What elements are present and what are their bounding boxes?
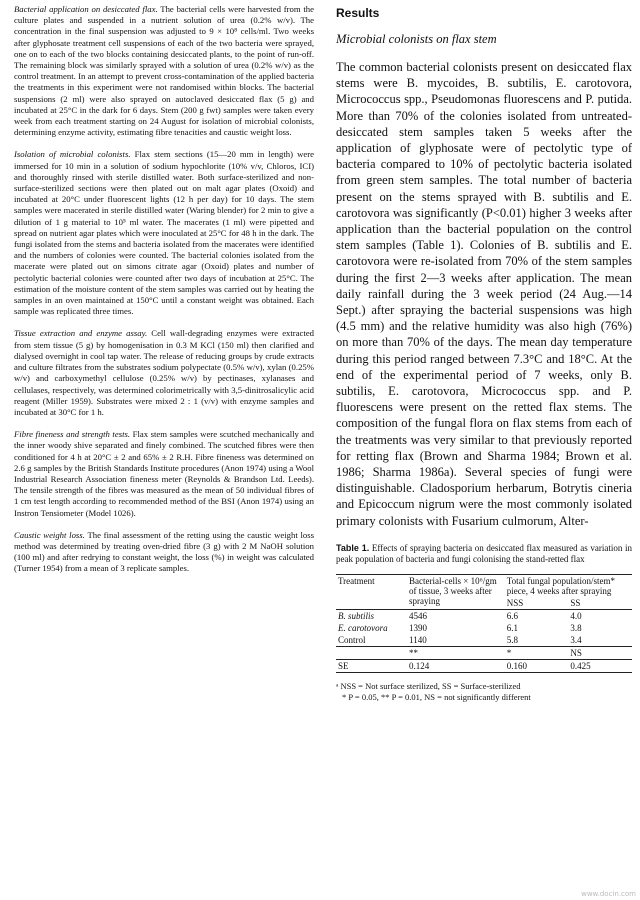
paragraph-text: Flax stem sections (15—20 mm in length) were immersed for 10 min in a solution of sodium hypochlorite (10% v/v, Chloros, ICI) and thoroughly rinsed with sterile distilled water. Both surface-sterilized and non-surface-sterilized sections were then plated out on malt agar plates (Oxoid) and incubated at 20°C under fluorescent lights (12 h per day) for 10 days. The stem samples were macerated in sterile distilled water (Waring blender) for 2 min to give a dilution of 1 g material to 10⁵ ml water. The macerates (1 ml) were pipetted and spread on nutrient agar plates which were inoculated at 25°C for 48 h in the dark. The fungi isolated from the stems and bacteria isolated from the macerates were identified and the numbers of colonies were counted. The bacterial colonies isolated from the macerate were plated out on simons citrate agar (Oxoid) plates and number of pectolytic bacterial colonies were counted after two days of incubation at 25°C. The estimation of the moisture content of the stem samples was carried out by heating the samples in an oven maintained at 150°C until a constant weight was obtained. Each sample was replicated three times. <box>14 149 315 317</box>
cell-nss-sig: * <box>506 647 512 658</box>
cell-nss: 5.8 <box>506 634 518 645</box>
cell-bacterial-se: 0.124 <box>409 660 430 671</box>
paragraph-text: The final assessment of the retting using the caustic weight loss method was determined by treating oven-dried fibre (3 g) with 2 M NaOH solution (100 ml) and after redrying to constant weight, the loss (%) in weight was calculated (Turner 1954) from a mean of 3 replicate samples. <box>14 529 314 574</box>
paragraph-heading: Caustic weight loss. <box>14 529 85 540</box>
paragraph-heading: Fibre fineness and strength tests. <box>14 429 131 440</box>
cell-treatment: Control <box>338 634 366 645</box>
cell-bacterial: 1140 <box>409 634 427 645</box>
cell-se-label: SE <box>338 660 349 671</box>
paragraph-text: Flax stem samples were scutched mechanically and the inner woody shive separated and finely combined. The scutched fibres were then conditioned for 4 h at 20°C ± 2 and 65% ± 2 R.H. Fibre fineness was determined on 2.6 g samples by the British Standards Institute procedures (Anon 1974) using a Wool Industrial Research Association fineness meter (Reynolds & Brandson Ltd. Leeds). The tensile strength of the fibres was measured as the mean of 50 individual fibres of 1 cm test length according to recommended method of the BSI (Anon 1974) using an Instron Tensiometer (Model 1026). <box>14 429 315 518</box>
methods-paragraph-caustic-weight-loss <box>14 530 314 575</box>
results-body: The common bacterial colonists present on desiccated flax stems were B. mycoides, B. subtilis, E. carotovora, Micrococcus spp., Pseudomonas fluorescens and P. putida. More than 70% of the colonies isolated from untreated-desiccated stem samples taken 5 weeks after the application of glyphosate were of pectolytic type of bacteria compared to 10% of pectolytic bacteria isolated from green stem samples. The total number of bacteria present on the stems sprayed with B. subtilis and E. carotovora was significantly (P<0.01) higher 3 weeks after application than the bacterial population on the control stem samples (Table 1). Colonies of B. subtilis and E. carotovora were re-isolated from 70% of the stem samples during the first 2—3 weeks after application. The mean daily rainfall during the 3 week period (24 Aug.—14 Sept.) after spraying the bacterial suspensions was high (4.5 mm) and the relative humidity was also high (76%) on more than 70% of the days. The mean day temperature during this period ranged between 7.3°C and 18°C. At the end of the experimental period of 7 weeks, only B. subtilis, E. carotovora, Micrococcus spp. and P. fluorescens were present on the retted flax stems. The composition of the fungal flora on flax stems from each of the treatments was very similar to that previously reported for retting flax (Brown and Sharma 1984; Brown et al. 1986; Sharma 1986a). Several species of fungi were distinguishable. Cladosporium herbarum, Botrytis cineria and Epicoccum nigrum were the most commonly isolated primary colonists with Fusarium culmorum, Alter- <box>336 60 632 528</box>
col-header-ss: SS <box>570 597 581 608</box>
paragraph-text: Cell wall-degrading enzymes were extracted from stem tissue (5 g) by homogenisation in 0.3 M KCl (150 ml) then clarified and dialysed overnight in cool tap water. The release of reducing groups by crude extracts and culture filtrates from the substrates sodium polypectate (0.5% w/v), xylan (0.25% w/v) and carboxymethyl cellulose (0.25% w/v) by pectinases, xylanases and cellulases, respectively, was determined colorimetrically with 3,5-dinitrosalicylic acid reagent (Miller 1959). Substrates were mixed 2 : 1 (v/v) with enzyme samples and incubated at 30°C for 1 h. <box>14 328 315 417</box>
left-column <box>14 4 314 586</box>
methods-paragraph-enzyme-assay <box>14 328 314 418</box>
paragraph-heading: Tissue extraction and enzyme assay. <box>14 328 148 339</box>
section-title: Results <box>336 6 380 20</box>
col-header-treatment: Treatment <box>338 575 375 586</box>
table-footnote <box>336 681 632 703</box>
cell-nss: 6.6 <box>506 610 518 621</box>
significance-row <box>336 646 632 659</box>
col-header-fungal: Total fungal population/stem* piece, 4 weeks after spraying <box>506 575 616 596</box>
cell-treatment: B. subtilis <box>338 610 375 621</box>
right-column <box>336 6 632 703</box>
table-row <box>336 622 632 634</box>
cell-ss-se: 0.425 <box>570 660 591 671</box>
table-row <box>336 609 632 622</box>
cell-ss: 4.0 <box>570 610 582 621</box>
cell-ss: 3.8 <box>570 622 582 633</box>
col-header-bacterial: Bacterial-cells × 10⁶/gm of tissue, 3 weeks after spraying <box>409 575 497 606</box>
methods-paragraph-fibre-tests <box>14 429 314 519</box>
subsection-title: Microbial colonists on flax stem <box>336 32 497 46</box>
paragraph-heading: Isolation of microbial colonists. <box>14 149 131 160</box>
cell-bacterial-sig: ** <box>409 647 419 658</box>
methods-paragraph-isolation <box>14 149 314 317</box>
table-label: Table 1. <box>336 542 370 553</box>
cell-treatment: E. carotovora <box>338 622 388 633</box>
results-table <box>336 574 632 673</box>
footnote-line-2: * P = 0.05, ** P = 0.01, NS = not significantly different <box>342 691 531 702</box>
cell-bacterial: 4546 <box>409 610 428 621</box>
table-caption <box>336 543 632 566</box>
table-row <box>336 634 632 647</box>
cell-ss-sig: NS <box>570 647 582 658</box>
table-caption-text: Effects of spraying bacteria on desiccated flax measured as variation in peak population of bacteria and fungi colonising the stand-retted flax <box>336 542 632 565</box>
se-row <box>336 659 632 672</box>
cell-nss: 6.1 <box>506 622 518 633</box>
cell-ss: 3.4 <box>570 634 582 645</box>
footnote-line-1: ᵃ NSS = Not surface sterilized, SS = Surface-sterilized <box>336 680 521 691</box>
cell-bacterial: 1390 <box>409 622 428 633</box>
cell-nss-se: 0.160 <box>506 660 527 671</box>
watermark: www.docin.com <box>581 890 636 898</box>
methods-paragraph-bacterial-application <box>14 4 314 138</box>
col-header-nss: NSS <box>506 597 524 608</box>
paragraph-text: The bacterial cells were harvested from the culture plates and suspended in a nutrient solution of urea (0.2% w/v). The concentration in the final suspension was adjusted to 9 × 10⁸ cells/ml. Two weeks after glyphosate treatment cell suspensions of each of the two bacteria were sprayed, one on to each of the two blocks containing desiccated plants, to the point of run-off. The remaining block was similarly sprayed with a solution of urea (0.2% w/v) as the control treatment. In an attempt to prevent cross-contamination of the applied bacteria the treatments in this experiment were not randomised within blocks. The bacterial suspensions (2 ml) were also sprayed on autoclaved desiccated flax (5 g) and incubated at 25°C in the dark for 6 days. Stem (200 g fwt) samples were taken every week from each treatment starting on 24 August for isolation of microbial colonists, determining enzyme activity, estimating fibre tenacities and caustic weight loss. <box>14 4 315 138</box>
paragraph-heading: Bacterial application on desiccated flax. <box>14 4 158 14</box>
cell-empty <box>336 646 407 659</box>
